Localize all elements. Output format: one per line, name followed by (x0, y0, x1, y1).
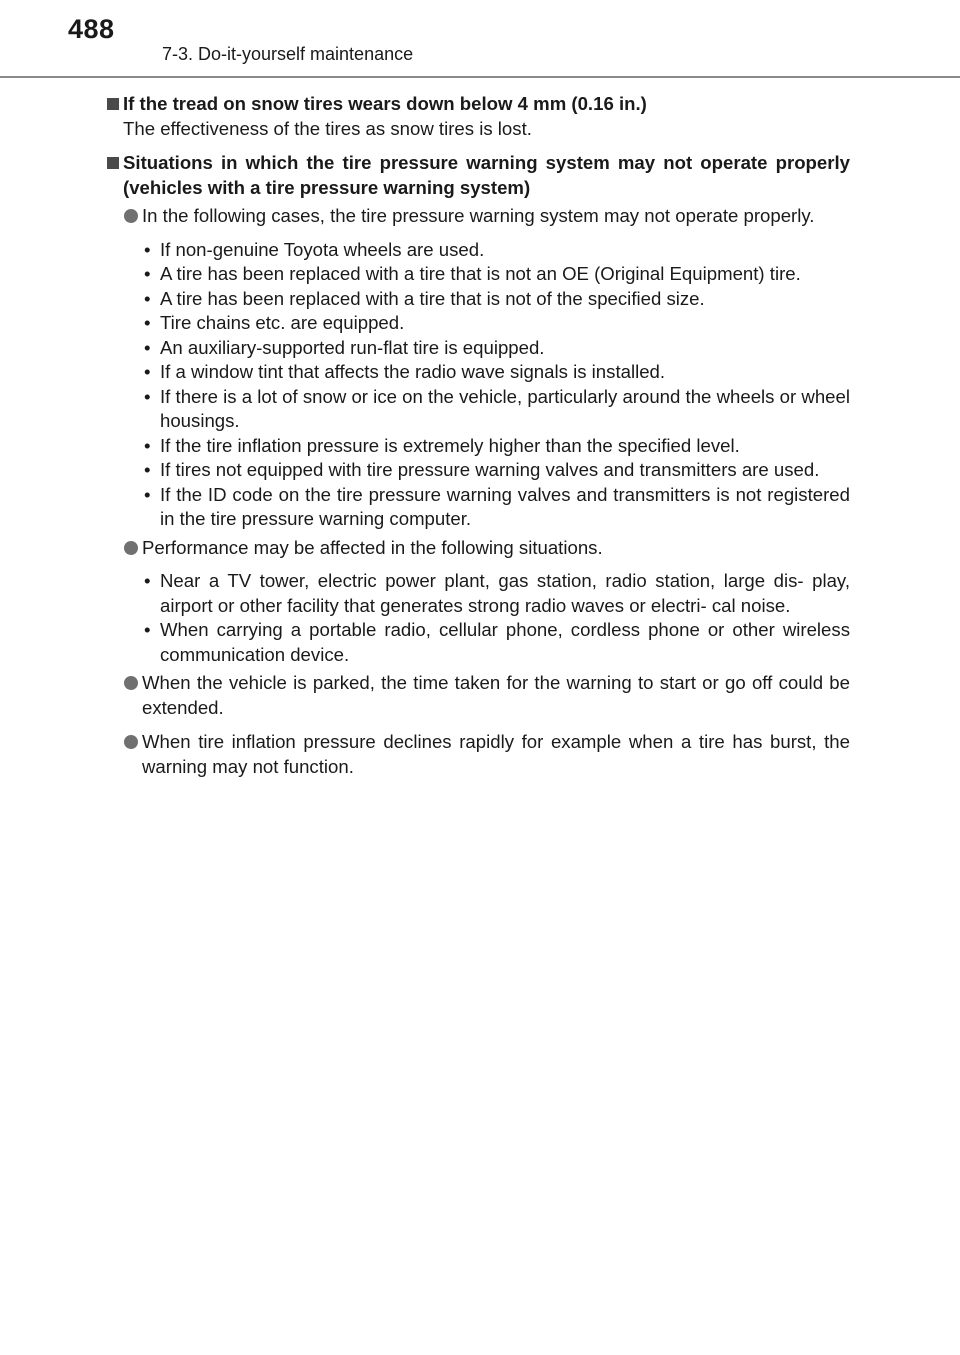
list-item: • If non-genuine Toyota wheels are used. (144, 238, 485, 260)
cases-list (106, 238, 850, 532)
list-item: • If tires not equipped with tire pressure warning valves and transmitters are used. (144, 459, 820, 480)
page-number: 488 (68, 14, 115, 44)
point-following-cases (106, 204, 850, 229)
point-text: When tire inflation pressure declines rapidly for example when a tire has burst, the warning may not function. (142, 731, 850, 777)
point-text: When the vehicle is parked, the time taken for the warning to start or go off could be extended. (142, 672, 850, 718)
point-text: Performance may be affected in the following situations. (142, 536, 603, 558)
header-divider (0, 76, 960, 78)
section-body-snow-tires: The effectiveness of the tires as snow tires is lost. (123, 117, 532, 139)
point-vehicle-parked (106, 671, 850, 720)
list-item: • Tire chains etc. are equipped. (144, 312, 405, 333)
circle-bullet-icon (124, 676, 138, 690)
list-item: • If the ID code on the tire pressure warning valves and transmitters is not registered in the tire pressure warning computer. (144, 483, 850, 529)
section-heading-text: If the tread on snow tires wears down below 4 mm (0.16 in.) (123, 93, 647, 114)
section-heading-snow-tires (106, 92, 850, 117)
point-rapid-pressure-decline (106, 730, 850, 779)
page-content (106, 92, 850, 779)
point-performance-affected (106, 536, 850, 561)
list-item: • If a window tint that affects the radio wave signals is installed. (144, 361, 666, 382)
list-item: • When carrying a portable radio, cellular phone, cordless phone or other wireless communication device. (144, 619, 850, 665)
page-header (0, 0, 960, 78)
list-item: • A tire has been replaced with a tire that is not an OE (Original Equipment) tire. (144, 263, 801, 284)
point-text: In the following cases, the tire pressure warning system may not operate properly. (142, 205, 815, 226)
section-heading-text: Situations in which the tire pressure warning system may not operate properly (vehicles with a tire pressure warning system) (123, 152, 850, 198)
section-heading-tpws (106, 151, 850, 200)
situations-list (106, 569, 850, 667)
list-item: • If there is a lot of snow or ice on the vehicle, particularly around the wheels or wheel housings. (144, 385, 850, 431)
circle-bullet-icon (124, 541, 138, 555)
list-item: • An auxiliary-supported run-flat tire is equipped. (144, 336, 545, 358)
list-item: • A tire has been replaced with a tire that is not of the specified size. (144, 287, 705, 309)
square-bullet-icon (107, 98, 119, 110)
circle-bullet-icon (124, 735, 138, 749)
list-item: • If the tire inflation pressure is extremely higher than the specified level. (144, 434, 740, 456)
square-bullet-icon (107, 157, 119, 169)
list-item: • Near a TV tower, electric power plant, gas station, radio station, large dis- play, airport or other facility that generates strong radio waves or electri- cal noise. (144, 570, 850, 616)
circle-bullet-icon (124, 209, 138, 223)
section-title: 7-3. Do-it-yourself maintenance (162, 44, 414, 64)
